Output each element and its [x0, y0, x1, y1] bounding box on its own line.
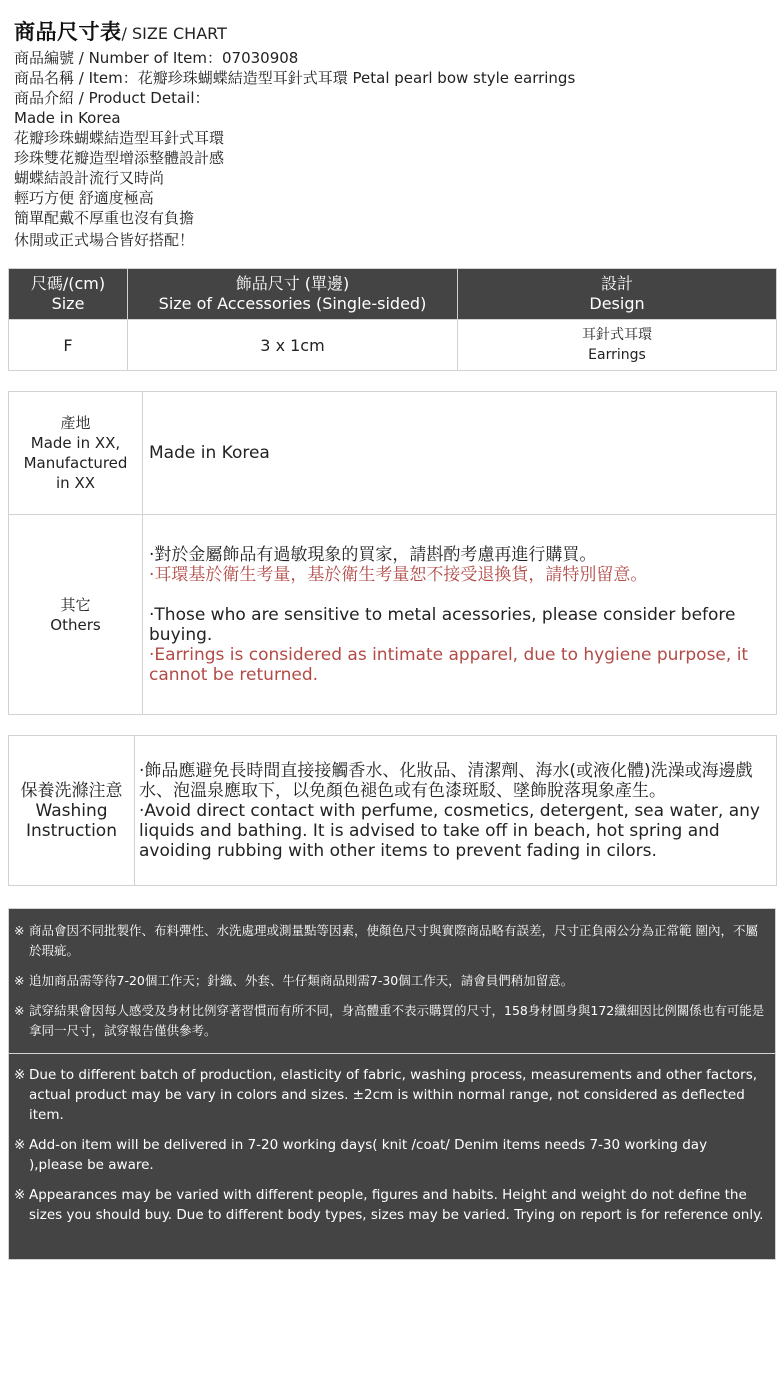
- item-name: 商品名稱 / Item：花瓣珍珠蝴蝶結造型耳針式耳環 Petal pearl bow style earrings: [14, 69, 576, 87]
- detail-line: 珍珠雙花瓣造型增添整體設計感: [14, 149, 225, 167]
- reference-mark-icon: ※: [14, 1187, 26, 1203]
- note-zh: ※ 商品會因不同批製作、布料彈性、水洗處理或測量點等因素，使顏色尺寸與實際商品略有誤差，尺寸正負兩公分為正常範 圍內，不屬於瑕疵。: [14, 923, 758, 958]
- others-label: 其它 Others: [9, 515, 143, 715]
- detail-line: Made in Korea: [14, 109, 121, 127]
- notes-zh-panel: [8, 908, 776, 1054]
- item-number: 商品編號 / Number of Item：07030908: [14, 49, 299, 67]
- detail-line: 蝴蝶結設計流行又時尚: [14, 169, 165, 187]
- origin-label: 產地 Made in XX, Manufactured in XX: [9, 392, 143, 515]
- others-value: [143, 515, 777, 715]
- note-zh: ※ 試穿結果會因每人感受及身材比例穿著習慣而有所不同，身高體重不表示購買的尺寸，158身材圓身與172纖細因比例關係也有可能是拿同一尺寸，試穿報告僅供參考。: [14, 1003, 765, 1038]
- detail-line: 簡單配戴不厚重也沒有負擔: [14, 209, 195, 227]
- washing-zh: ·飾品應避免長時間直接接觸香水、化妝品、清潔劑、海水(或液化體)洗澡或海邊戲水、泡溫泉應取下，以免顏色褪色或有色漆斑駁、墜飾脫落現象產生。: [139, 760, 753, 801]
- note-en: ※ Appearances may be varied with different people, figures and habits. Height and weight do not define the sizes you should buy. Due to different body types, sizes may be varied. Trying on report is for reference only.: [14, 1187, 764, 1223]
- origin-row: [9, 392, 777, 515]
- washing-en: ·Avoid direct contact with perfume, cosmetics, detergent, sea water, any liquids and bathing. It is advised to take off in beach, hot spring and avoiding rubbing with other items to prevent fading in cilors.: [139, 800, 760, 861]
- table-row: [9, 320, 777, 371]
- others-zh-no-return: ·耳環基於衛生考量，基於衛生考量恕不接受退換貨，請特別留意。: [149, 564, 648, 585]
- product-intro: [14, 18, 774, 250]
- reference-mark-icon: ※: [14, 1003, 25, 1018]
- title-en: / SIZE CHART: [121, 24, 227, 43]
- washing-row: [9, 736, 777, 886]
- detail-line: 休閒或正式場合皆好搭配！: [14, 231, 195, 249]
- size-chart-table: [8, 268, 777, 371]
- detail-line: 輕巧方便 舒適度極高: [14, 189, 154, 207]
- note-en: ※ Due to different batch of production, elasticity of fabric, washing process, measurements and other factors, actual product may be vary in colors and sizes. ±2cm is within normal range, not considered as deflected item.: [14, 1067, 758, 1123]
- others-en-allergy: ·Those who are sensitive to metal acessories, please consider before buying.: [149, 604, 736, 645]
- note-zh: ※ 追加商品需等待7-20個工作天；針織、外套、牛仔類商品則需7-30個工作天，請會員們稍加留意。: [14, 971, 765, 991]
- washing-value: [135, 736, 777, 886]
- detail-line: 花瓣珍珠蝴蝶結造型耳針式耳環: [14, 129, 225, 147]
- reference-mark-icon: ※: [14, 923, 25, 938]
- reference-mark-icon: ※: [14, 1137, 26, 1153]
- header-size: 尺碼/(cm) Size: [9, 269, 128, 320]
- page-title: [14, 18, 774, 48]
- cell-size: F: [9, 320, 128, 371]
- washing-label: 保養洗滌注意 Washing Instruction: [9, 736, 135, 886]
- header-design: 設計 Design: [458, 269, 777, 320]
- header-accessory-size: 飾品尺寸 (單邊) Size of Accessories (Single-sided): [128, 269, 458, 320]
- washing-table: [8, 735, 777, 886]
- notes-en-panel: [8, 1053, 776, 1260]
- origin-value: Made in Korea: [143, 392, 777, 515]
- others-en-no-return: ·Earrings is considered as intimate apparel, due to hygiene purpose, it cannot be returned.: [149, 644, 749, 685]
- size-table-header: [9, 269, 777, 320]
- cell-design: 耳針式耳環 Earrings: [458, 320, 777, 371]
- note-en: ※ Add-on item will be delivered in 7-20 working days( knit /coat/ Denim items needs 7-30 working day ),please be aware.: [14, 1137, 708, 1173]
- cell-accessory-size: 3 x 1cm: [128, 320, 458, 371]
- origin-others-table: [8, 391, 777, 715]
- others-row: [9, 515, 777, 715]
- product-detail-label: 商品介紹 / Product Detail：: [14, 89, 210, 107]
- title-zh: 商品尺寸表: [14, 20, 122, 44]
- reference-mark-icon: ※: [14, 973, 25, 988]
- others-zh-allergy: ·對於金屬飾品有過敏現象的買家，請斟酌考慮再進行購買。: [149, 544, 597, 565]
- reference-mark-icon: ※: [14, 1067, 26, 1083]
